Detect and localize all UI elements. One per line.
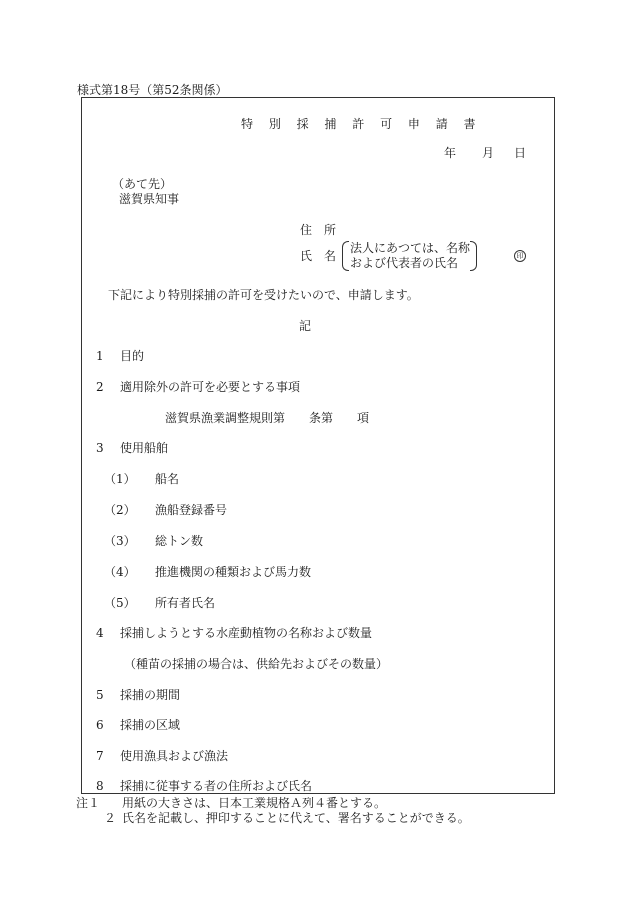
name-note-line1: 法人にあつては、名称 bbox=[350, 241, 471, 255]
subitem-4-label: 推進機関の種類および馬力数 bbox=[155, 565, 312, 579]
date-month-label: 月 bbox=[482, 146, 495, 160]
form-reference: 様式第18号（第52条関係） bbox=[77, 83, 228, 97]
item-3-number: 3 bbox=[96, 441, 104, 455]
note-2-prefix: ２ bbox=[104, 811, 117, 825]
form-title: 特 別 採 捕 許 可 申 請 書 bbox=[241, 117, 482, 131]
subitem-3-number: （3） bbox=[104, 534, 136, 548]
item-2-label: 適用除外の許可を必要とする事項 bbox=[120, 380, 301, 394]
subitem-5-label: 所有者氏名 bbox=[155, 596, 216, 610]
note-1-text: 用紙の大きさは、日本工業規格Ａ列４番とする。 bbox=[122, 796, 387, 810]
item-7-label: 使用漁具および漁法 bbox=[120, 749, 229, 763]
date-year-label: 年 bbox=[444, 146, 457, 160]
subitem-4-number: （4） bbox=[104, 565, 136, 579]
ki-heading: 記 bbox=[299, 319, 312, 333]
item-2-number: 2 bbox=[96, 380, 104, 394]
subitem-1-number: （1） bbox=[104, 472, 136, 486]
seal-mark: 印 bbox=[514, 250, 526, 262]
subitem-3-label: 総トン数 bbox=[155, 534, 204, 548]
intro-text: 下記により特別採捕の許可を受けたいので、申請します。 bbox=[108, 288, 419, 302]
name-note-line2: および代表者の氏名 bbox=[350, 256, 459, 270]
item-7-number: 7 bbox=[96, 749, 104, 763]
subitem-2-number: （2） bbox=[104, 503, 136, 517]
item-5-label: 採捕の期間 bbox=[120, 688, 181, 702]
item-8-label: 採捕に従事する者の住所および氏名 bbox=[120, 779, 313, 793]
item-4-label: 採捕しようとする水産動植物の名称および数量 bbox=[120, 626, 373, 640]
item-1-label: 目的 bbox=[120, 349, 145, 363]
subitem-1-label: 船名 bbox=[155, 472, 180, 486]
name-note-bracket-right bbox=[470, 241, 477, 271]
item-4-note: （種苗の採捕の場合は、供給先およびその数量） bbox=[124, 657, 389, 671]
subitem-5-number: （5） bbox=[104, 596, 136, 610]
item-3-label: 使用船舶 bbox=[120, 441, 169, 455]
rule-reference: 滋賀県漁業調整規則第 条第 項 bbox=[165, 411, 370, 425]
item-6-number: 6 bbox=[96, 718, 104, 732]
item-1-number: 1 bbox=[96, 349, 104, 363]
addressee-prefix: （あて先） bbox=[112, 177, 173, 191]
date-day-label: 日 bbox=[514, 146, 527, 160]
note-2-text: 氏名を記載し、押印することに代えて、署名することができる。 bbox=[122, 811, 470, 825]
item-6-label: 採捕の区域 bbox=[120, 718, 181, 732]
item-8-number: 8 bbox=[96, 779, 104, 793]
name-note-bracket-left bbox=[342, 241, 349, 271]
name-label: 氏 名 bbox=[300, 249, 337, 263]
address-label: 住 所 bbox=[300, 223, 337, 237]
subitem-2-label: 漁船登録番号 bbox=[155, 503, 228, 517]
addressee-name: 滋賀県知事 bbox=[119, 192, 180, 206]
item-4-number: 4 bbox=[96, 626, 104, 640]
item-5-number: 5 bbox=[96, 688, 104, 702]
note-1-prefix: 注１ bbox=[76, 796, 101, 810]
